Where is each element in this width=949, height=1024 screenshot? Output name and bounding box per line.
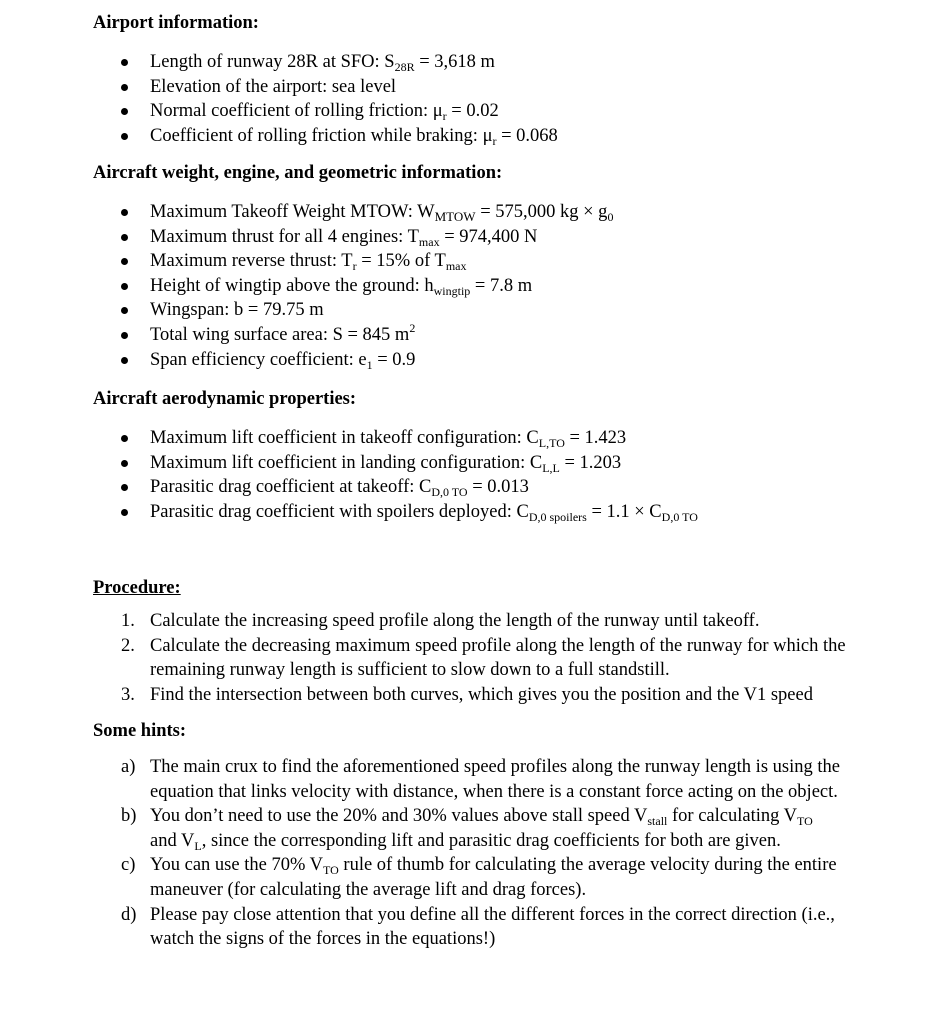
list-item: Height of wingtip above the ground: $h_{wingtip} = 7.8$ m bbox=[0, 274, 949, 299]
hints-heading: Some hints: bbox=[93, 721, 187, 741]
bullet-icon bbox=[121, 234, 128, 241]
list-item: Total wing surface area: S = 845 $m^2$ bbox=[0, 323, 949, 348]
list-item: 2. Calculate the decreasing maximum speed profile along the length of the runway for which the remaining runway length is sufficient to slow down to a full standstill. bbox=[121, 635, 846, 681]
bullet-icon bbox=[121, 209, 128, 216]
list-item: Length of runway 28R at SFO: $S_{28R} = 3,618$ m bbox=[0, 50, 949, 75]
bullet-icon bbox=[121, 84, 128, 91]
list-item: Maximum thrust for all 4 engines: $T_{max} = 974,400$ N bbox=[0, 225, 949, 250]
list-item: Elevation of the airport: sea level bbox=[0, 75, 949, 100]
bullet-icon bbox=[121, 509, 128, 516]
list-item: Wingspan: b = 79.75 m bbox=[0, 298, 949, 323]
list-item: b) You don’t need to use the 20% and 30% values above stall speed $V_{stall}$ for calculating $V_{TO}$ and $V_L$, since the corresponding lift and parasitic drag coefficients for both are given. bbox=[121, 806, 813, 853]
list-item: Parasitic drag coefficient with spoilers deployed: $C_{D,0 spoilers} = 1.1 \times C_{D,0 TO}$ bbox=[0, 500, 949, 525]
bullet-icon bbox=[121, 59, 128, 66]
list-item: 3. Find the intersection between both curves, which gives you the position and the V1 speed bbox=[121, 684, 813, 705]
list-item: Parasitic drag coefficient at takeoff: $C_{D,0 TO} = 0.013$ bbox=[0, 475, 949, 500]
bullet-icon bbox=[121, 133, 128, 140]
bullet-icon bbox=[121, 460, 128, 467]
bullet-icon bbox=[121, 435, 128, 442]
bullet-icon bbox=[121, 357, 128, 364]
airport-heading: Airport information: bbox=[93, 13, 259, 33]
aircraft-heading: Aircraft weight, engine, and geometric information: bbox=[93, 163, 503, 183]
list-item: Span efficiency coefficient: $e_1 = 0.9$ bbox=[0, 348, 949, 373]
hints-list bbox=[0, 755, 949, 952]
list-item: Normal coefficient of rolling friction: $\mu_r = 0.02$ bbox=[0, 99, 949, 124]
list-item: Maximum lift coefficient in landing configuration: $C_{L,L} = 1.203$ bbox=[0, 451, 949, 476]
list-item: a) The main crux to find the aforementioned speed profiles along the runway length is using the equation that links velocity with distance, when there is a constant force acting on the object. bbox=[121, 757, 840, 802]
aero-list bbox=[0, 426, 949, 524]
bullet-icon bbox=[121, 332, 128, 339]
bullet-icon bbox=[121, 484, 128, 491]
list-item: c) You can use the 70% $V_{TO}$ rule of thumb for calculating the average velocity during the entire maneuver (for calculating the average lift and drag forces). bbox=[121, 855, 837, 900]
bullet-icon bbox=[121, 307, 128, 314]
bullet-icon bbox=[121, 108, 128, 115]
bullet-icon bbox=[121, 283, 128, 290]
aircraft-list bbox=[0, 200, 949, 372]
list-item: Maximum lift coefficient in takeoff configuration: $C_{L,TO} = 1.423$ bbox=[0, 426, 949, 451]
list-item: 1. Calculate the increasing speed profile along the length of the runway until takeoff. bbox=[121, 611, 760, 631]
procedure-heading: Procedure: bbox=[93, 578, 181, 598]
list-item: Maximum Takeoff Weight MTOW: $W_{MTOW} = 575,000$ kg × $g_0$ bbox=[0, 200, 949, 225]
procedure-steps bbox=[0, 609, 949, 707]
list-item: d) Please pay close attention that you define all the different forces in the correct direction (i.e., watch the signs of the forces in the equations!) bbox=[121, 904, 835, 950]
airport-list bbox=[0, 50, 949, 148]
list-item: Coefficient of rolling friction while braking: $\mu_r = 0.068$ bbox=[0, 124, 949, 149]
aero-heading: Aircraft aerodynamic properties: bbox=[93, 389, 357, 409]
bullet-icon bbox=[121, 258, 128, 265]
list-item: Maximum reverse thrust: $T_r = 15\%$ of $T_{max}$ bbox=[0, 249, 949, 274]
